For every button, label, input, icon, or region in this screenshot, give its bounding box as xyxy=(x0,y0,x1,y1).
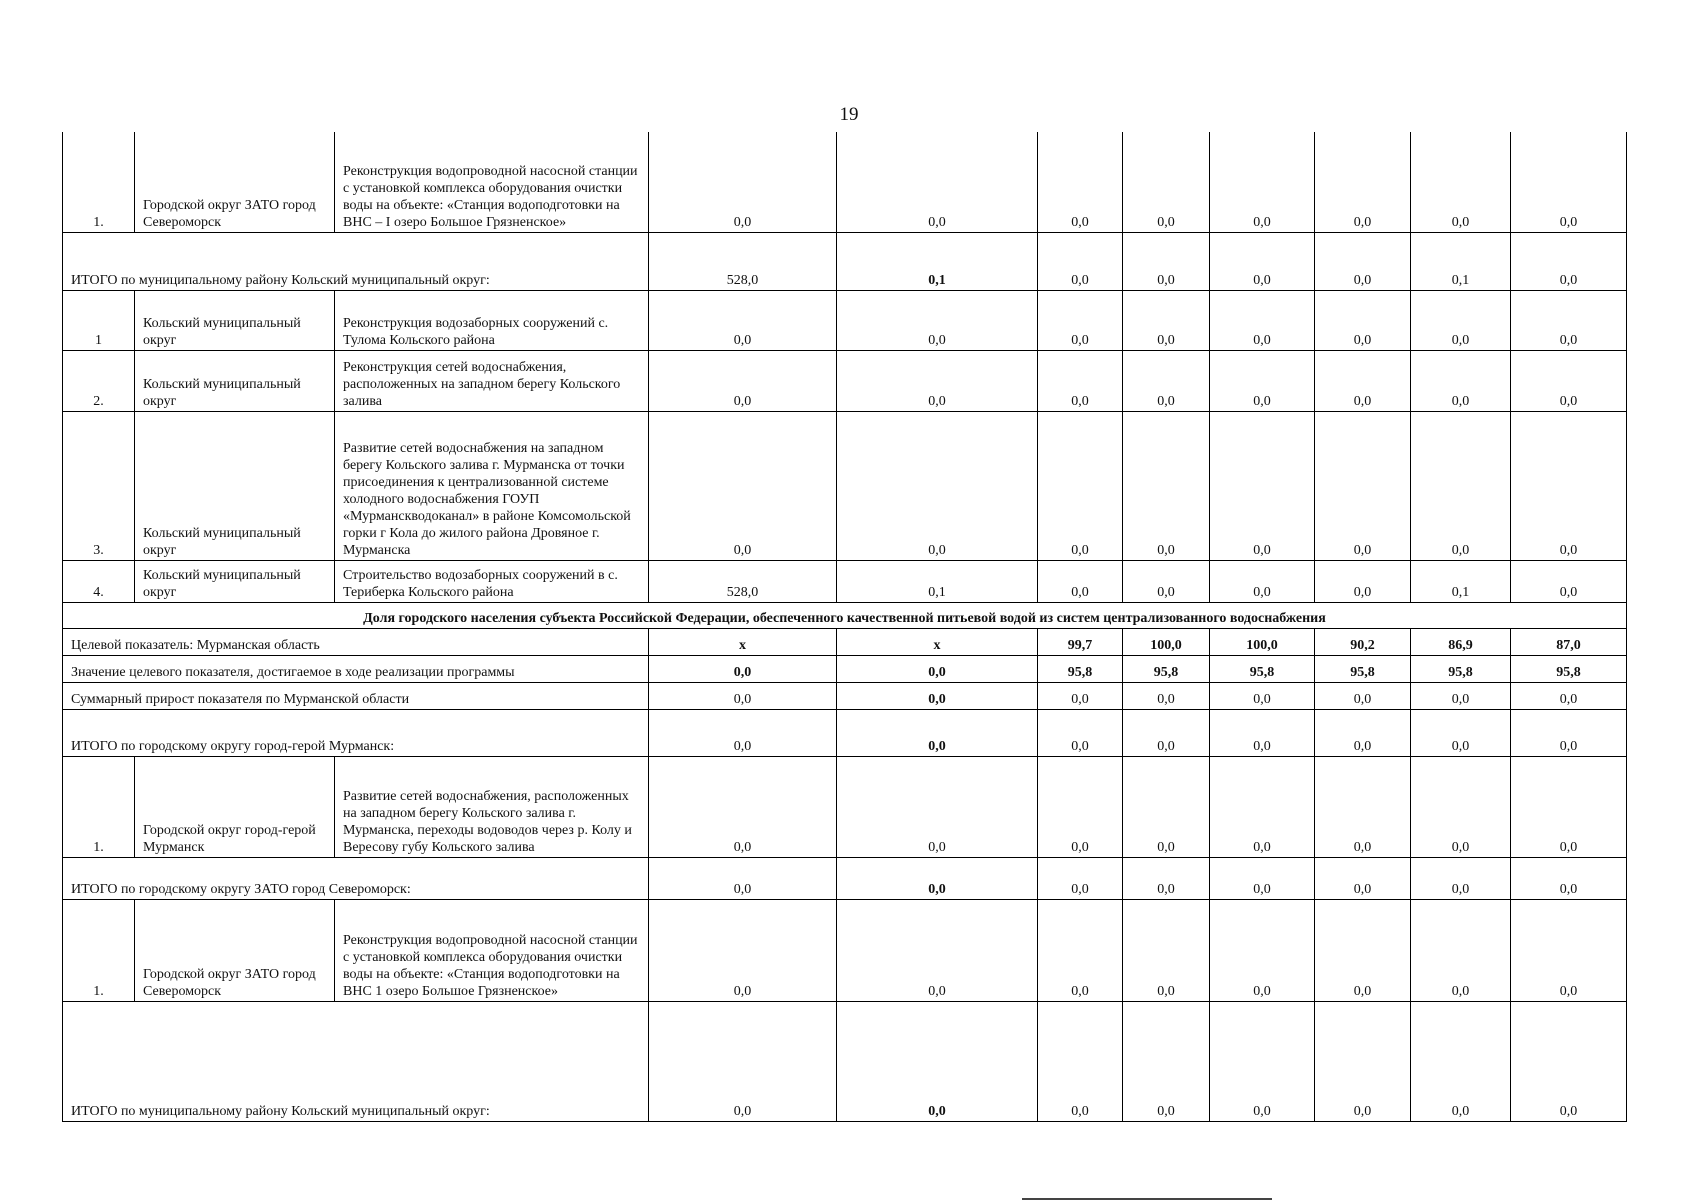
value-cell: 95,8 xyxy=(1511,655,1627,682)
value-cell: 0,0 xyxy=(837,899,1038,1001)
value-cell: 90,2 xyxy=(1315,628,1411,655)
value-cell: 0,0 xyxy=(1210,1001,1315,1121)
value-cell: 0,0 xyxy=(837,1001,1038,1121)
value-cell: 0,0 xyxy=(1210,709,1315,756)
table-row xyxy=(63,132,1627,232)
value-cell: 0,0 xyxy=(1123,350,1210,411)
table-row xyxy=(63,560,1627,602)
value-cell: 0,0 xyxy=(1315,290,1411,350)
value-cell: 0,0 xyxy=(1315,411,1411,560)
value-cell: 0,0 xyxy=(649,709,837,756)
value-cell: 0,1 xyxy=(1411,232,1511,290)
value-cell: 0,0 xyxy=(837,756,1038,857)
project-name-cell: Строительство водозаборных сооружений в с. Териберка Кольского района xyxy=(335,560,649,602)
value-cell: 0,0 xyxy=(1123,682,1210,709)
value-cell: 0,0 xyxy=(1411,350,1511,411)
value-cell: 0,0 xyxy=(1038,560,1123,602)
value-cell: 0,0 xyxy=(1511,132,1627,232)
value-cell: 0,0 xyxy=(1411,756,1511,857)
value-cell: 0,1 xyxy=(837,232,1038,290)
value-cell: 0,0 xyxy=(1411,132,1511,232)
value-cell: 0,0 xyxy=(1210,350,1315,411)
row-label-cell: ИТОГО по городскому округу город-герой Мурманск: xyxy=(63,709,649,756)
value-cell: 99,7 xyxy=(1038,628,1123,655)
page-number: 19 xyxy=(839,104,859,125)
row-number-cell: 1 xyxy=(63,290,135,350)
value-cell: 0,0 xyxy=(649,655,837,682)
value-cell: 0,0 xyxy=(1315,682,1411,709)
value-cell: 0,0 xyxy=(1511,1001,1627,1121)
value-cell: 0,0 xyxy=(1315,232,1411,290)
value-cell: 0,0 xyxy=(1038,709,1123,756)
value-cell: 0,0 xyxy=(837,857,1038,899)
value-cell: 0,0 xyxy=(1038,350,1123,411)
value-cell: 0,0 xyxy=(837,709,1038,756)
row-number-cell: 1. xyxy=(63,132,135,232)
value-cell: 95,8 xyxy=(1038,655,1123,682)
value-cell: 0,0 xyxy=(1038,132,1123,232)
value-cell: 0,0 xyxy=(1315,709,1411,756)
value-cell: 95,8 xyxy=(1123,655,1210,682)
row-label-cell: ИТОГО по муниципальному району Кольский муниципальный округ: xyxy=(63,232,649,290)
value-cell: 95,8 xyxy=(1210,655,1315,682)
table-row xyxy=(63,411,1627,560)
value-cell: 0,0 xyxy=(1038,756,1123,857)
value-cell: 0,0 xyxy=(1411,899,1511,1001)
table-row xyxy=(63,290,1627,350)
value-cell: 0,0 xyxy=(1123,290,1210,350)
value-cell: 0,0 xyxy=(1210,756,1315,857)
value-cell: 0,0 xyxy=(1210,232,1315,290)
value-cell: 0,0 xyxy=(1411,1001,1511,1121)
value-cell: 0,0 xyxy=(1038,899,1123,1001)
row-label-cell: Целевой показатель: Мурманская область xyxy=(63,628,649,655)
value-cell: 0,0 xyxy=(1511,709,1627,756)
value-cell: 0,0 xyxy=(649,1001,837,1121)
value-cell: 0,0 xyxy=(1123,857,1210,899)
value-cell: 87,0 xyxy=(1511,628,1627,655)
value-cell: 0,0 xyxy=(837,655,1038,682)
value-cell: 0,0 xyxy=(837,411,1038,560)
value-cell: 86,9 xyxy=(1411,628,1511,655)
value-cell: 0,0 xyxy=(649,132,837,232)
table-row xyxy=(63,232,1627,290)
project-name-cell: Реконструкция водозаборных сооружений с. Тулома Кольского района xyxy=(335,290,649,350)
value-cell: 0,0 xyxy=(1123,756,1210,857)
value-cell: 0,0 xyxy=(1123,1001,1210,1121)
value-cell: 100,0 xyxy=(1210,628,1315,655)
value-cell: 0,0 xyxy=(1511,411,1627,560)
value-cell: 0,0 xyxy=(1038,1001,1123,1121)
value-cell: 0,0 xyxy=(1210,290,1315,350)
table-row xyxy=(63,655,1627,682)
value-cell: 0,0 xyxy=(1511,682,1627,709)
value-cell: 0,0 xyxy=(1210,682,1315,709)
value-cell: 0,1 xyxy=(1411,560,1511,602)
value-cell: 0,0 xyxy=(837,132,1038,232)
value-cell: 0,0 xyxy=(649,411,837,560)
value-cell: 0,0 xyxy=(1210,560,1315,602)
investment-program-table xyxy=(62,132,1627,1122)
value-cell: 0,1 xyxy=(837,560,1038,602)
value-cell: 0,0 xyxy=(1315,560,1411,602)
municipality-cell: Городской округ ЗАТО город Североморск xyxy=(135,132,335,232)
row-label-cell: Значение целевого показателя, достигаемое в ходе реализации программы xyxy=(63,655,649,682)
value-cell: 0,0 xyxy=(649,899,837,1001)
value-cell: 0,0 xyxy=(1315,899,1411,1001)
project-name-cell: Развитие сетей водоснабжения на западном берегу Кольского залива г. Мурманска от точки присоединения к централизованной системе холодного водоснабжения ГОУП «Мурманскводоканал» в районе Комсомольской горки г Кола до жилого района Дровяное г. Мурманска xyxy=(335,411,649,560)
value-cell: 0,0 xyxy=(1210,857,1315,899)
value-cell: 0,0 xyxy=(1210,411,1315,560)
row-label-cell: ИТОГО по городскому округу ЗАТО город Североморск: xyxy=(63,857,649,899)
value-cell: 0,0 xyxy=(1511,290,1627,350)
value-cell: 0,0 xyxy=(649,857,837,899)
table-row xyxy=(63,899,1627,1001)
row-number-cell: 3. xyxy=(63,411,135,560)
section-heading-cell: Доля городского населения субъекта Российской Федерации, обеспеченного качественной питьевой водой из систем централизованного водоснабжения xyxy=(63,602,1627,628)
project-name-cell: Реконструкция водопроводной насосной станции с установкой комплекса оборудования очистки воды на объекте: «Станция водоподготовки на ВНС 1 озеро Большое Грязненское» xyxy=(335,899,649,1001)
table-row xyxy=(63,682,1627,709)
value-cell: 0,0 xyxy=(1511,857,1627,899)
project-name-cell: Реконструкция сетей водоснабжения, расположенных на западном берегу Кольского залива xyxy=(335,350,649,411)
table-row xyxy=(63,628,1627,655)
value-cell: 0,0 xyxy=(837,682,1038,709)
value-cell: 0,0 xyxy=(837,290,1038,350)
value-cell: 0,0 xyxy=(1315,1001,1411,1121)
value-cell: 0,0 xyxy=(1123,411,1210,560)
value-cell: 0,0 xyxy=(1038,857,1123,899)
value-cell: 0,0 xyxy=(1511,232,1627,290)
value-cell: 0,0 xyxy=(1511,756,1627,857)
municipality-cell: Кольский муниципальный округ xyxy=(135,560,335,602)
table-row xyxy=(63,709,1627,756)
table-row xyxy=(63,756,1627,857)
project-name-cell: Реконструкция водопроводной насосной станции с установкой комплекса оборудования очистки воды на объекте: «Станция водоподготовки на ВНС – I озеро Большое Грязненское» xyxy=(335,132,649,232)
municipality-cell: Кольский муниципальный округ xyxy=(135,350,335,411)
value-cell: 0,0 xyxy=(1411,709,1511,756)
municipality-cell: Кольский муниципальный округ xyxy=(135,290,335,350)
value-cell: 0,0 xyxy=(1511,899,1627,1001)
value-cell: 0,0 xyxy=(1210,132,1315,232)
value-cell: 0,0 xyxy=(1038,232,1123,290)
value-cell: 0,0 xyxy=(649,756,837,857)
value-cell: 0,0 xyxy=(1038,411,1123,560)
value-cell: 0,0 xyxy=(1123,232,1210,290)
value-cell: 0,0 xyxy=(649,290,837,350)
table-body xyxy=(63,132,1627,1121)
value-cell: 0,0 xyxy=(649,682,837,709)
value-cell: 0,0 xyxy=(1123,709,1210,756)
row-label-cell: ИТОГО по муниципальному району Кольский муниципальный округ: xyxy=(63,1001,649,1121)
value-cell: 0,0 xyxy=(1411,682,1511,709)
value-cell: 528,0 xyxy=(649,232,837,290)
value-cell: 0,0 xyxy=(1123,560,1210,602)
municipality-cell: Городской округ ЗАТО город Североморск xyxy=(135,899,335,1001)
value-cell: 0,0 xyxy=(1038,682,1123,709)
value-cell: 0,0 xyxy=(1315,756,1411,857)
value-cell: 0,0 xyxy=(837,350,1038,411)
row-label-cell: Суммарный прирост показателя по Мурманской области xyxy=(63,682,649,709)
row-number-cell: 1. xyxy=(63,756,135,857)
value-cell: 0,0 xyxy=(1210,899,1315,1001)
value-cell: 0,0 xyxy=(1038,290,1123,350)
table-row xyxy=(63,602,1627,628)
value-cell: 0,0 xyxy=(1315,132,1411,232)
value-cell: 0,0 xyxy=(1511,560,1627,602)
value-cell: 0,0 xyxy=(649,350,837,411)
value-cell: 0,0 xyxy=(1315,350,1411,411)
municipality-cell: Городской округ город-герой Мурманск xyxy=(135,756,335,857)
value-cell: 528,0 xyxy=(649,560,837,602)
project-name-cell: Развитие сетей водоснабжения, расположенных на западном берегу Кольского залива г. Мурманска, переходы водоводов через р. Колу и Вересову губу Кольского залива xyxy=(335,756,649,857)
table-row xyxy=(63,857,1627,899)
value-cell: 95,8 xyxy=(1411,655,1511,682)
row-number-cell: 4. xyxy=(63,560,135,602)
table-row xyxy=(63,1001,1627,1121)
value-cell: x xyxy=(649,628,837,655)
value-cell: 0,0 xyxy=(1123,899,1210,1001)
row-number-cell: 2. xyxy=(63,350,135,411)
municipality-cell: Кольский муниципальный округ xyxy=(135,411,335,560)
value-cell: 100,0 xyxy=(1123,628,1210,655)
value-cell: 0,0 xyxy=(1411,411,1511,560)
value-cell: 0,0 xyxy=(1123,132,1210,232)
value-cell: 95,8 xyxy=(1315,655,1411,682)
value-cell: 0,0 xyxy=(1411,290,1511,350)
row-number-cell: 1. xyxy=(63,899,135,1001)
value-cell: 0,0 xyxy=(1315,857,1411,899)
value-cell: 0,0 xyxy=(1411,857,1511,899)
table-row xyxy=(63,350,1627,411)
value-cell: 0,0 xyxy=(1511,350,1627,411)
value-cell: x xyxy=(837,628,1038,655)
